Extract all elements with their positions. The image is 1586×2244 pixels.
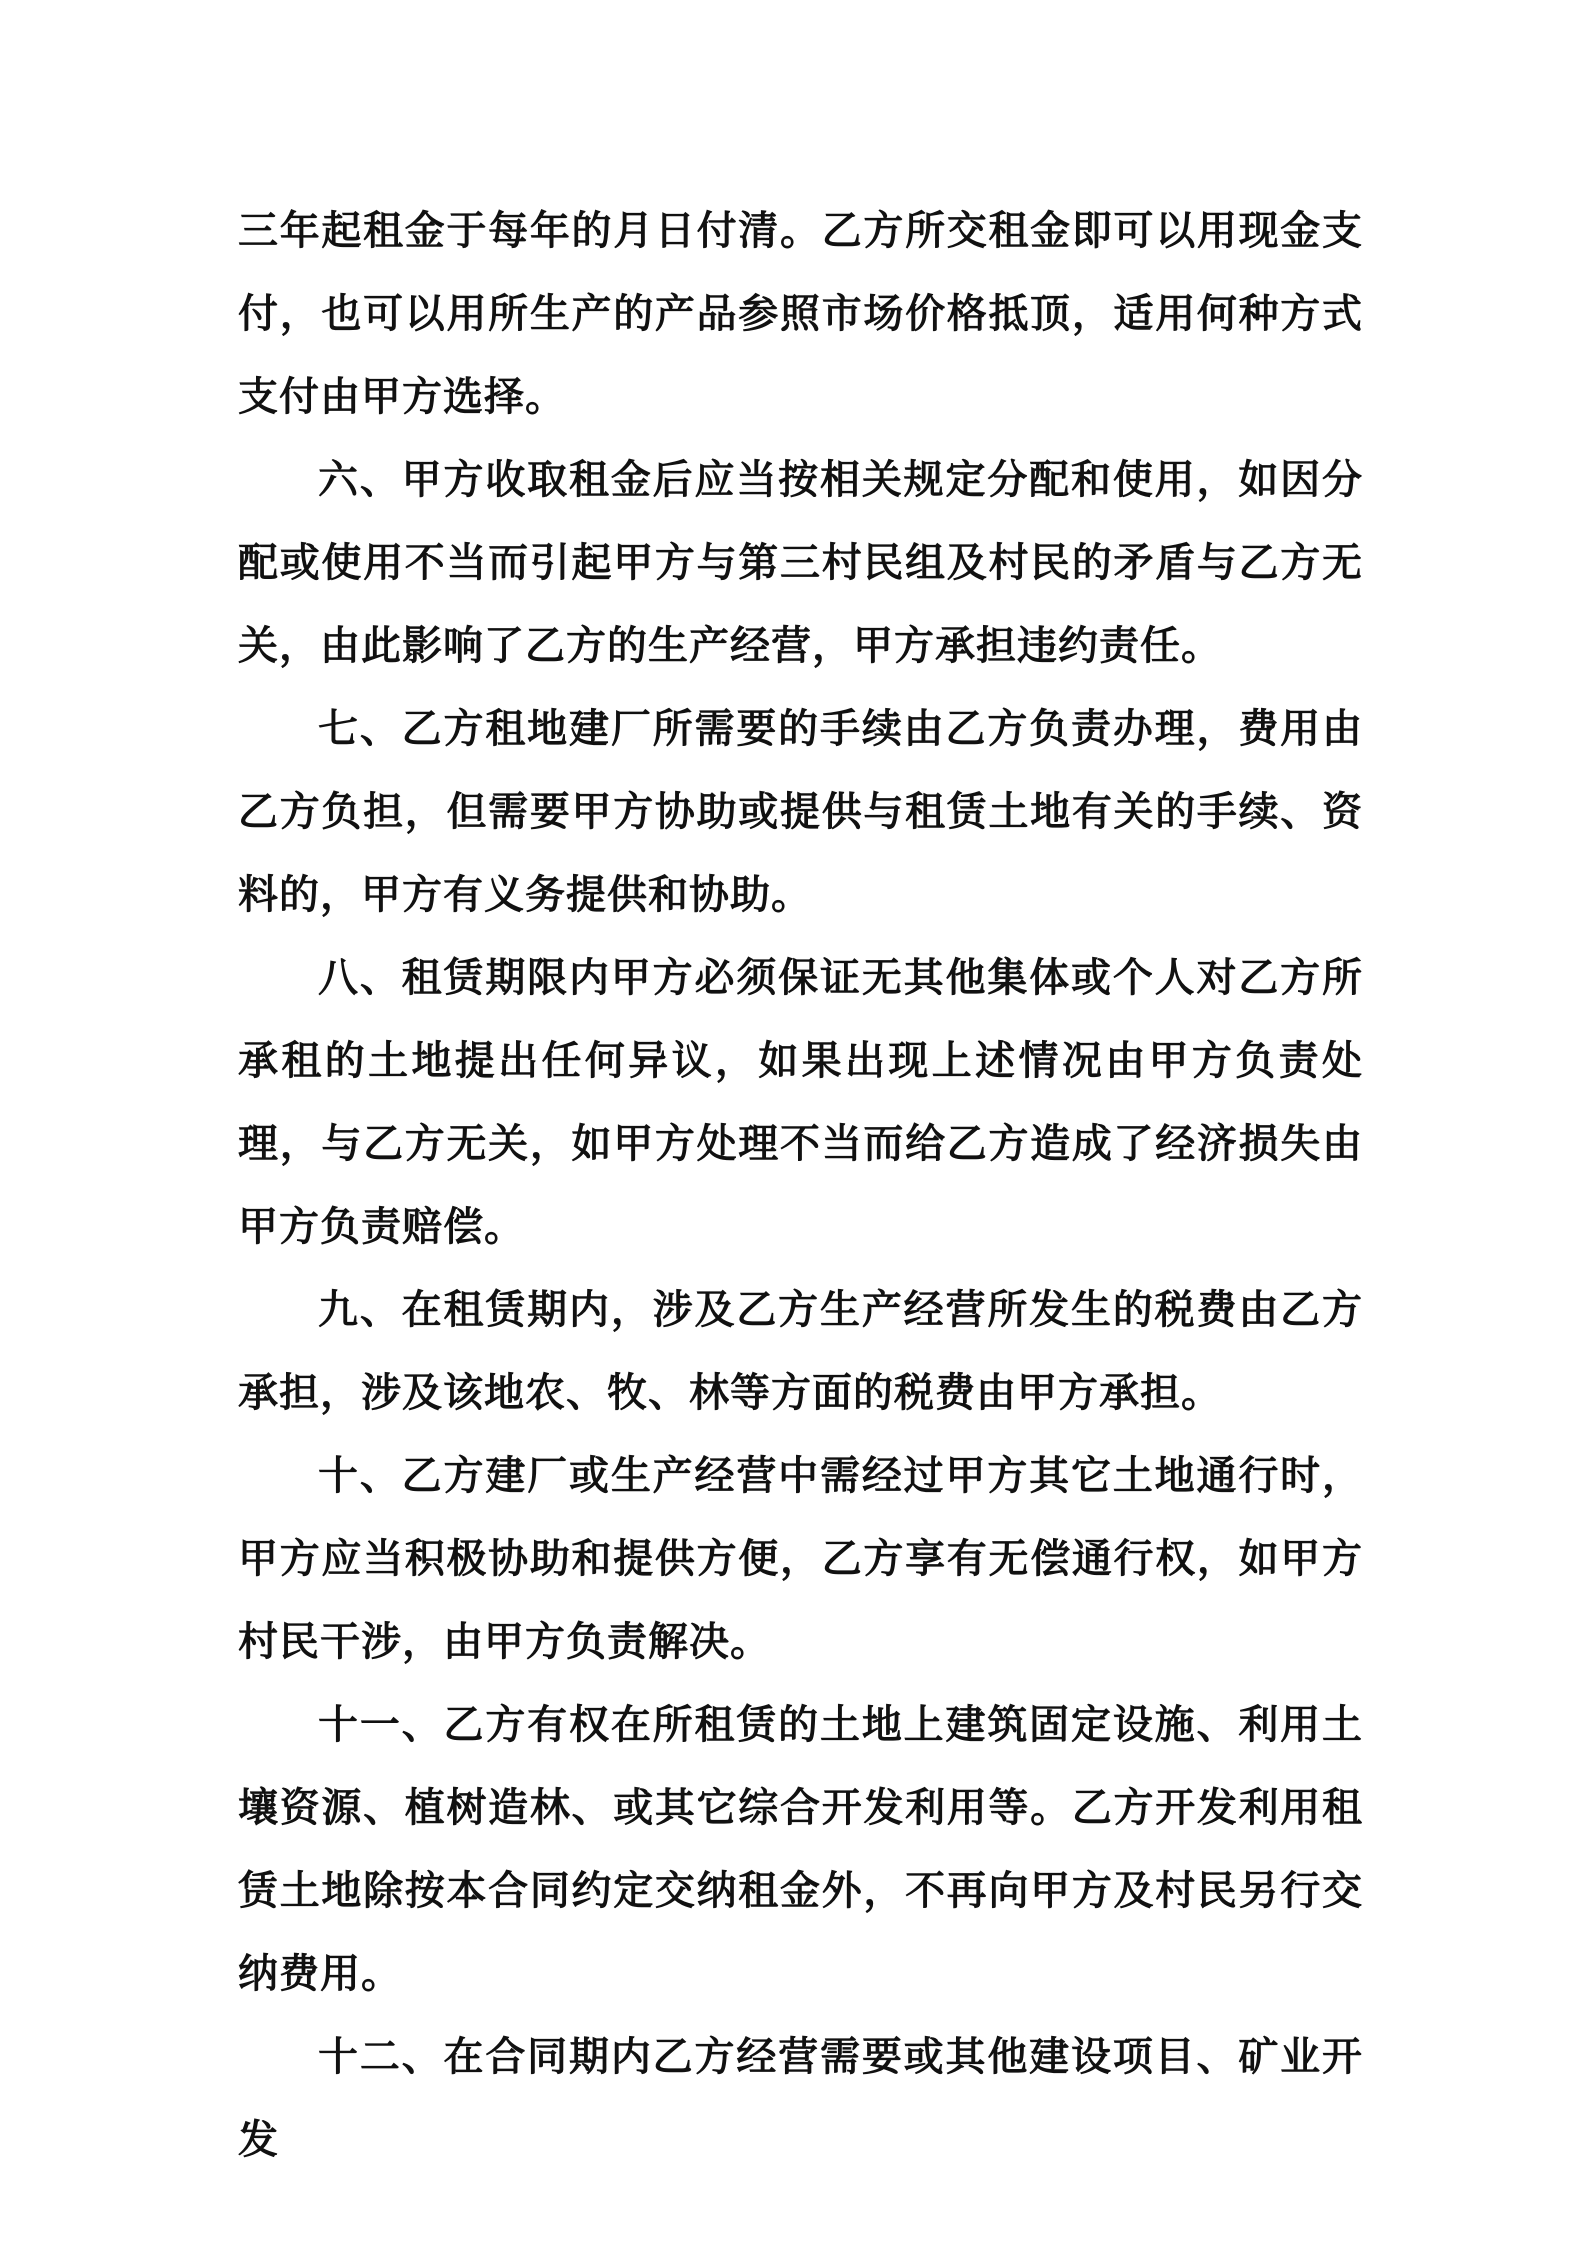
clause-7: 七、乙方租地建厂所需要的手续由乙方负责办理，费用由乙方负担，但需要甲方协助或提供与租赁土地有关的手续、资料的，甲方有义务提供和协助。 xyxy=(238,706,1363,918)
clause-6: 六、甲方收取租金后应当按相关规定分配和使用，如因分配或使用不当而引起甲方与第三村民组及村民的矛盾与乙方无关，由此影响了乙方的生产经营，甲方承担违约责任。 xyxy=(238,457,1363,669)
paragraph-continuation: 三年起租金于每年的月日付清。乙方所交租金即可以用现金支付，也可以用所生产的产品参照市场价格抵顶，适用何种方式支付由甲方选择。 xyxy=(238,208,1363,420)
clause-12: 十二、在合同期内乙方经营需要或其他建设项目、矿业开发 xyxy=(238,2034,1363,2163)
clause-9: 九、在租赁期内，涉及乙方生产经营所发生的税费由乙方承担，涉及该地农、牧、林等方面的税费由甲方承担。 xyxy=(238,1287,1363,1416)
clause-8: 八、租赁期限内甲方必须保证无其他集体或个人对乙方所承租的土地提出任何异议，如果出现上述情况由甲方负责处理，与乙方无关，如甲方处理不当而给乙方造成了经济损失由甲方负责赔偿。 xyxy=(238,955,1363,1250)
clause-10: 十、乙方建厂或生产经营中需经过甲方其它土地通行时，甲方应当积极协助和提供方便，乙方享有无偿通行权，如甲方村民干涉，由甲方负责解决。 xyxy=(238,1453,1363,1665)
clause-11: 十一、乙方有权在所租赁的土地上建筑固定设施、利用土壤资源、植树造林、或其它综合开发利用等。乙方开发利用租赁土地除按本合同约定交纳租金外，不再向甲方及村民另行交纳费用。 xyxy=(238,1702,1363,1997)
document-body xyxy=(238,190,1363,2182)
